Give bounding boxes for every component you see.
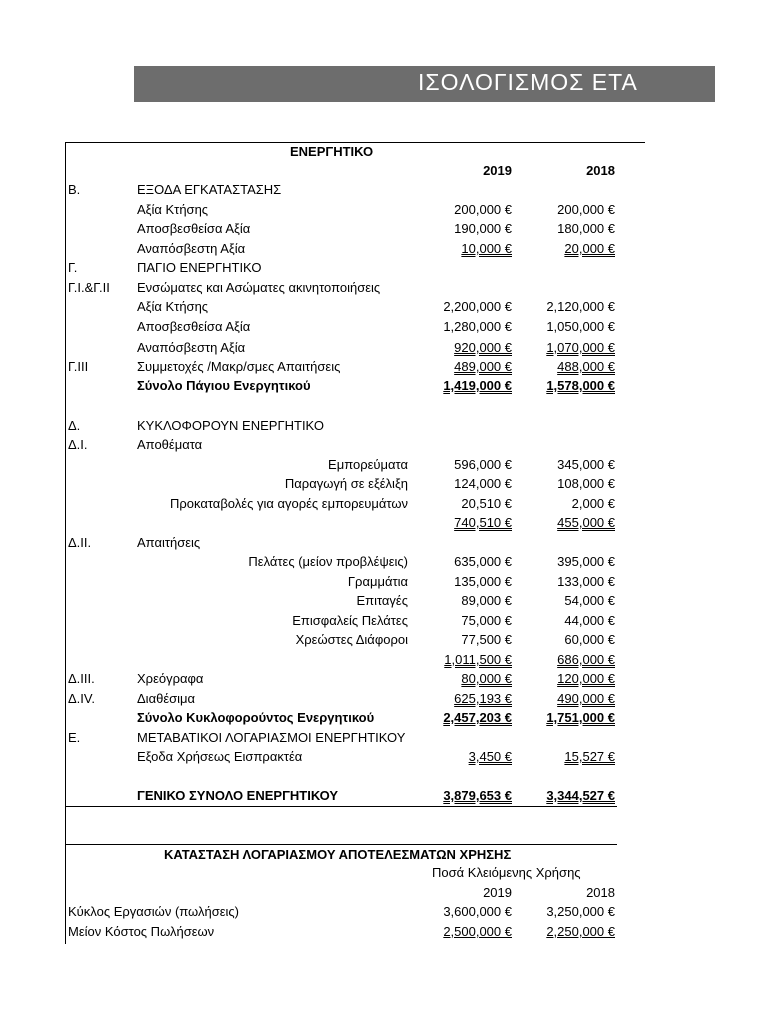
value-2018: 2,120,000 € [546, 299, 615, 314]
income-value-2018: 2,250,000 € [546, 924, 615, 939]
table-left-border [65, 142, 66, 944]
income-subheading: Ποσά Κλειόμενης Χρήσης [432, 865, 581, 880]
value-2019: 625,193 € [454, 691, 512, 706]
value-2019: 1,280,000 € [443, 319, 512, 334]
value-2019: 190,000 € [454, 221, 512, 236]
value-2019: 2,457,203 € [443, 710, 512, 725]
row-label: Χρεώστες Διάφοροι [295, 632, 408, 647]
row-label: ΚΥΚΛΟΦΟΡΟΥΝ ΕΝΕΡΓΗΤΙΚΟ [137, 418, 324, 433]
row-label: Επιταγές [356, 593, 408, 608]
value-2018: 15,527 € [564, 749, 615, 764]
value-2019: 489,000 € [454, 359, 512, 374]
income-year-2019: 2019 [483, 885, 512, 900]
row-code: Δ.Ι. [68, 437, 88, 452]
value-2018: 1,050,000 € [546, 319, 615, 334]
income-value-2019: 2,500,000 € [443, 924, 512, 939]
row-label: Παραγωγή σε εξέλιξη [284, 476, 408, 491]
income-value-2019: 3,600,000 € [443, 904, 512, 919]
row-label: Αξία Κτήσης [137, 202, 209, 217]
row-code: Γ.Ι.&Γ.ΙΙ [68, 280, 110, 295]
income-top-border [65, 844, 617, 845]
value-2019: 920,000 € [454, 340, 512, 355]
subtotal-2019: 1,011,500 € [444, 652, 512, 667]
row-label: ΠΑΓΙΟ ΕΝΕΡΓΗΤΙΚΟ [137, 260, 262, 275]
value-2019: 80,000 € [461, 671, 512, 686]
value-2019: 200,000 € [454, 202, 512, 217]
row-label: Αποσβεσθείσα Αξία [137, 319, 251, 334]
row-label: ΕΞΟΔΑ ΕΓΚΑΤΑΣΤΑΣΗΣ [137, 182, 282, 197]
value-2018: 54,000 € [564, 593, 615, 608]
row-code: Γ. [68, 260, 78, 275]
page-title: ΙΣΟΛΟΓΙΣΜΟΣ ΕΤΑ [418, 69, 638, 95]
value-2019: 596,000 € [454, 457, 512, 472]
value-2019: 77,500 € [461, 632, 512, 647]
row-label: Αναπόσβεστη Αξία [137, 241, 246, 256]
row-code: Γ.ΙΙΙ [68, 359, 89, 374]
value-2019: 75,000 € [461, 613, 512, 628]
value-2018: 2,000 € [571, 496, 615, 511]
value-2018: 200,000 € [557, 202, 615, 217]
value-2018: 44,000 € [564, 613, 615, 628]
row-code: Β. [68, 182, 81, 197]
value-2019: 2,200,000 € [443, 299, 512, 314]
value-2019: 135,000 € [454, 574, 512, 589]
value-2019: 1,419,000 € [443, 378, 512, 393]
row-code: Δ.ΙV. [68, 691, 95, 706]
value-2018: 1,751,000 € [546, 710, 615, 725]
grand-total-label: ΓΕΝΙΚΟ ΣΥΝΟΛΟ ΕΝΕΡΓΗΤΙΚΟΥ [137, 788, 339, 803]
value-2018: 120,000 € [557, 671, 615, 686]
row-label: Απαιτήσεις [137, 535, 201, 550]
row-label: Συμμετοχές /Μακρ/σμες Απαιτήσεις [137, 359, 341, 374]
row-label: Αξία Κτήσης [137, 299, 209, 314]
grand-total-2019: 3,879,653 € [443, 788, 512, 803]
row-label: Διαθέσιμα [137, 691, 196, 706]
subtotal-2018: 455,000 € [557, 515, 615, 530]
row-code: Ε. [68, 730, 81, 745]
row-label: Αναπόσβεστη Αξία [137, 340, 246, 355]
balance-year-2019: 2019 [483, 163, 512, 178]
value-2018: 488,000 € [557, 359, 615, 374]
row-label: Εμπορεύματα [328, 457, 408, 472]
row-label: Πελάτες (μείον προβλέψεις) [248, 554, 408, 569]
value-2019: 3,450 € [468, 749, 512, 764]
subtotal-2018: 686,000 € [557, 652, 615, 667]
value-2019: 10,000 € [461, 241, 512, 256]
table-top-border [65, 142, 645, 143]
row-label: Επισφαλείς Πελάτες [292, 613, 408, 628]
row-label: Ενσώματες και Ασώματες ακινητοποιήσεις [137, 280, 381, 295]
row-label: Αποσβεσθείσα Αξία [137, 221, 251, 236]
row-label: Σύνολο Πάγιου Ενεργητικού [137, 378, 311, 393]
value-2019: 635,000 € [454, 554, 512, 569]
row-label: Προκαταβολές για αγορές εμπορευμάτων [169, 496, 408, 511]
value-2018: 490,000 € [557, 691, 615, 706]
row-code: Δ. [68, 418, 81, 433]
value-2019: 20,510 € [461, 496, 512, 511]
income-row-label: Κύκλος Εργασιών (πωλήσεις) [68, 904, 239, 919]
row-label: Γραμμάτια [347, 574, 408, 589]
income-row-label: Μείον Κόστος Πωλήσεων [68, 924, 215, 939]
income-heading: ΚΑΤΑΣΤΑΣΗ ΛΟΓΑΡΙΑΣΜΟΥ ΑΠΟΤΕΛΕΣΜΑΤΩΝ ΧΡΗΣΗΣ [164, 847, 512, 862]
value-2018: 133,000 € [557, 574, 615, 589]
income-year-2018: 2018 [586, 885, 615, 900]
value-2018: 395,000 € [557, 554, 615, 569]
value-2018: 108,000 € [557, 476, 615, 491]
row-label: Χρεόγραφα [137, 671, 204, 686]
row-label: Αποθέματα [137, 437, 203, 452]
value-2018: 180,000 € [557, 221, 615, 236]
subtotal-2019: 740,510 € [454, 515, 512, 530]
value-2018: 60,000 € [564, 632, 615, 647]
value-2018: 20,000 € [564, 241, 615, 256]
row-code: Δ.ΙΙΙ. [68, 671, 95, 686]
title-banner [134, 66, 715, 102]
value-2019: 89,000 € [461, 593, 512, 608]
value-2018: 345,000 € [557, 457, 615, 472]
balance-bottom-border [65, 806, 617, 807]
income-value-2018: 3,250,000 € [546, 904, 615, 919]
row-label: Εξοδα Χρήσεως Εισπρακτέα [137, 749, 303, 764]
grand-total-2018: 3,344,527 € [546, 788, 615, 803]
balance-year-2018: 2018 [586, 163, 615, 178]
row-label: Σύνολο Κυκλοφορούντος Ενεργητικού [137, 710, 375, 725]
row-label: ΜΕΤΑΒΑΤΙΚΟΙ ΛΟΓΑΡΙΑΣΜΟΙ ΕΝΕΡΓΗΤΙΚΟΥ [137, 730, 406, 745]
value-2018: 1,578,000 € [546, 378, 615, 393]
value-2019: 124,000 € [454, 476, 512, 491]
row-code: Δ.ΙΙ. [68, 535, 92, 550]
balance-heading: ΕΝΕΡΓΗΤΙΚΟ [290, 144, 374, 159]
value-2018: 1,070,000 € [546, 340, 615, 355]
